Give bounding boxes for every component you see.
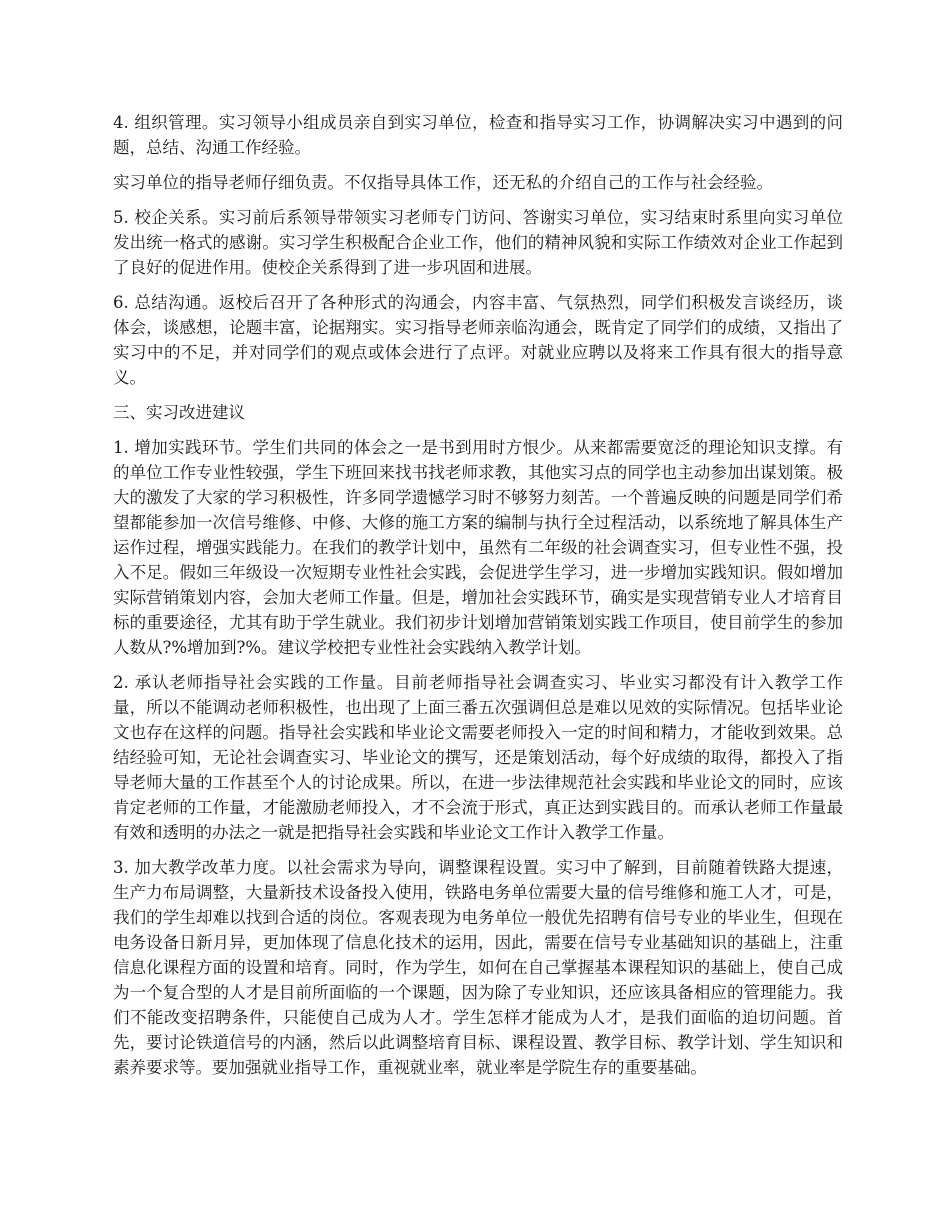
suggestion-reform: 3. 加大教学改革力度。以社会需求为导向，调整课程设置。实习中了解到，目前随着铁路大提速，生产力布局调整，大量新技术设备投入使用，铁路电务单位需要大量的信号维修和施工人才，可是，我们的学生却难以找到合适的岗位。客观表现为电务单位一般优先招聘有信号专业的毕业生，但现在电务设备日新月异，更加体现了信息化技术的运用，因此，需要在信号专业基础知识的基础上，注重信息化课程方面的设置和培育。同时，作为学生，如何在自己掌握基本课程知识的基础上，使自己成为一个复合型的人才是目前所面临的一个课题，因为除了专业知识，还应该具备相应的管理能力。我们不能改变招聘条件，只能使自己成为人才。学生怎样才能成为人才，是我们面临的迫切问题。首先，要讨论铁道信号的内涵，然后以此调整培育目标、课程设置、教学目标、教学计划、学生知识和素养要求等。要加强就业指导工作，重视就业率，就业率是学院生存的重要基础。	[113, 858, 843, 1077]
paragraph-organization-management: 4. 组织管理。实习领导小组成员亲自到实习单位，检查和指导实习工作，协调解决实习中遇到的问题，总结、沟通工作经验。	[113, 113, 843, 157]
paragraph-instructor-responsibility: 实习单位的指导老师仔细负责。不仅指导具体工作，还无私的介绍自己的工作与社会经验。	[113, 173, 773, 192]
suggestion-workload: 2. 承认老师指导社会实践的工作量。目前老师指导社会调查实习、毕业实习都没有计入教学工作量，所以不能调动老师积极性，也出现了上面三番五次强调但总是难以见效的实际情况。包括毕业论文也存在这样的问题。指导社会实践和毕业论文需要老师投入一定的时间和精力，才能收到效果。总结经验可知，无论社会调查实习、毕业论文的撰写，还是策划活动，每个好成绩的取得，都投入了指导老师大量的工作甚至个人的讨论成果。所以，在进一步法律规范社会实践和毕业论文的同时，应该肯定老师的工作量，才能激励老师投入，才不会流于形式，真正达到实践目的。而承认老师工作量最有效和透明的办法之一就是把指导社会实践和毕业论文工作计入教学工作量。	[113, 673, 843, 842]
document-body	[113, 110, 843, 1090]
paragraph-summary-communication: 6. 总结沟通。返校后召开了各种形式的沟通会，内容丰富、气氛热烈，同学们积极发言谈经历，谈体会，谈感想，论题丰富，论据翔实。实习指导老师亲临沟通会，既肯定了同学们的成绩，又指出了实习中的不足，并对同学们的观点或体会进行了点评。对就业应聘以及将来工作具有很大的指导意义。	[113, 293, 843, 387]
paragraph-school-enterprise-relations: 5. 校企关系。实习前后系领导带领实习老师专门访问、答谢实习单位，实习结束时系里向实习单位发出统一格式的感谢。实习学生积极配合企业工作，他们的精神风貌和实际工作绩效对企业工作起到了良好的促进作用。使校企关系得到了进一步巩固和进展。	[113, 208, 843, 277]
suggestion-practice: 1. 增加实践环节。学生们共同的体会之一是书到用时方恨少。从来都需要宽泛的理论知识支撑。有的单位工作专业性较强，学生下班回来找书找老师求教，其他实习点的同学也主动参加出谋划策。极大的激发了大家的学习积极性，许多同学遗憾学习时不够努力刻苦。一个普遍反映的问题是同学们希望都能参加一次信号维修、中修、大修的施工方案的编制与执行全过程活动，以系统地了解具体生产运作过程，增强实践能力。在我们的教学计划中，虽然有二年级的社会调查实习，但专业性不强，投入不足。假如三年级设一次短期专业性社会实践，会促进学生学习，进一步增加实践知识。假如增加实际营销策划内容，会加大老师工作量。但是，增加社会实践环节，确实是实现营销专业人才培育目标的重要途径，尤其有助于学生就业。我们初步计划增加营销策划实践工作项目，使目前学生的参加人数从?%增加到?%。建议学校把专业性社会实践纳入教学计划。	[113, 438, 843, 657]
section-heading: 三、实习改进建议	[113, 403, 245, 422]
